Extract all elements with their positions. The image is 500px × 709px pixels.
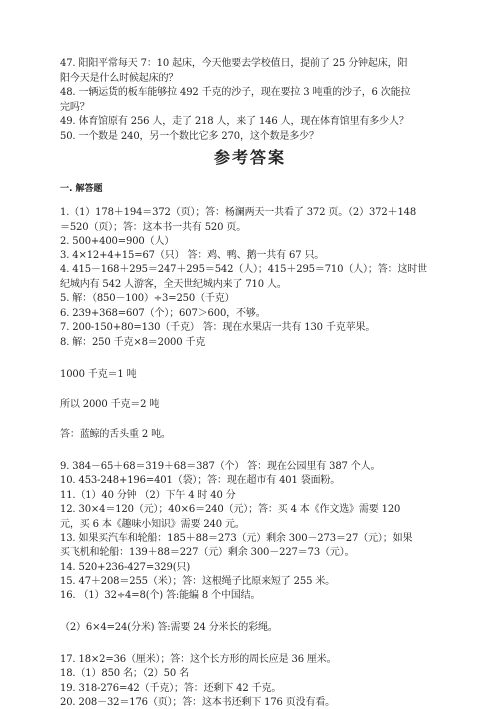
answer-line: （2）6×4=24(分米) 答:需要 24 分米长的彩绳。: [60, 622, 278, 633]
answer-title: 参考答案: [213, 148, 286, 167]
question-48-line-1: 48. 一辆运货的板车能够拉 492 千克的沙子，现在要拉 3 吨重的沙子，6 次能拉: [60, 87, 411, 98]
answer-line: 8. 解：250 千克×8＝2000 千克: [60, 337, 206, 348]
answer-line: 15. 47＋208＝255（米）；答：这根绳子比原来短了 255 米。: [60, 576, 336, 587]
section-heading: 一. 解答题: [60, 184, 103, 194]
answer-line: 1000 千克＝1 吨: [60, 369, 137, 380]
answer-line: 10. 453-248+196=401（袋）；答：现在超市有 401 袋面粉。: [60, 475, 341, 486]
answer-line: 19. 318-276=42（千克）；答：还剩下 42 千克。: [60, 683, 282, 694]
answer-line: 5. 解：（850－100）÷3=250（千克）: [60, 293, 235, 304]
answer-line: 18.（1）850 名；（2）50 名: [60, 668, 189, 679]
answer-line: 2. 500+400=900（人）: [60, 236, 175, 247]
answer-line: 买飞机和轮船：139＋88＝227（元）剩余 300－227＝73（元）。: [60, 547, 355, 558]
answer-line: 13. 如果买汽车和轮船：185＋88＝273（元）剩余 300－273＝27（元）；如果: [60, 533, 413, 544]
answer-line: 纪城内有 542 人游客，全天世纪城内来了 710 人。: [60, 279, 287, 290]
answer-line: 元，买 6 本《趣味小知识》需要 240 元。: [60, 519, 245, 530]
answer-line: ＝520（页）；答：这本书一共有 520 页。: [60, 222, 247, 233]
answer-line: 所以 2000 千克＝2 吨: [60, 399, 160, 410]
answer-line: 6. 239+368=607（个）；607＞600，不够。: [60, 308, 266, 319]
question-49: 49. 体育馆原有 256 人，走了 218 人，来了 146 人，现在体育馆里有多少人？: [60, 116, 409, 127]
answer-line: 1.（1）178＋194＝372（页）；答：杨澜两天一共看了 372 页。（2）372＋148: [60, 207, 417, 218]
answer-line: 4. 415－168＋295＝247＋295＝542（人）；415＋295＝710（人）；答：这时世: [60, 264, 428, 275]
answer-line: 11.（1）40 分钟 （2）下午 4 时 40 分: [60, 490, 236, 501]
answer-line: 14. 520+236-427=329(只): [60, 562, 191, 573]
answer-line: 20. 208－32＝176（页）；答：这本书还剩下 176 页没有看。: [60, 697, 336, 708]
answer-line: 9. 384－65＋68＝319＋68＝387（个） 答：现在公园里有 387 个人。: [60, 461, 381, 472]
question-50: 50. 一个数是 240，另一个数比它多 270，这个数是多少？: [60, 131, 319, 142]
answer-line: 7. 200-150+80=130（千克） 答：现在水果店一共有 130 千克苹果。: [60, 322, 376, 333]
question-47-line-1: 47. 阳阳平常每天 7：10 起床，今天他要去学校值日，提前了 25 分钟起床，阳: [60, 58, 408, 69]
answer-line: 答：蓝鲸的舌头重 2 吨。: [60, 429, 171, 440]
question-48-line-2: 完吗？: [60, 102, 90, 113]
answer-line: 12. 30×4＝120（元）；40×6＝240（元）；答：买 4 本《作文选》需要 120: [60, 504, 401, 515]
answer-line: 17. 18×2=36（厘米）；答：这个长方形的周长应是 36 厘米。: [60, 654, 337, 665]
answer-line: 16. （1）32÷4=8(个) 答:能编 8 个中国结。: [60, 590, 261, 601]
answer-line: 3. 4×12+4+15=67（只） 答：鸡、鸭、鹅一共有 67 只。: [60, 250, 325, 261]
question-47-line-2: 阳今天是什么时候起床的？: [60, 73, 179, 84]
